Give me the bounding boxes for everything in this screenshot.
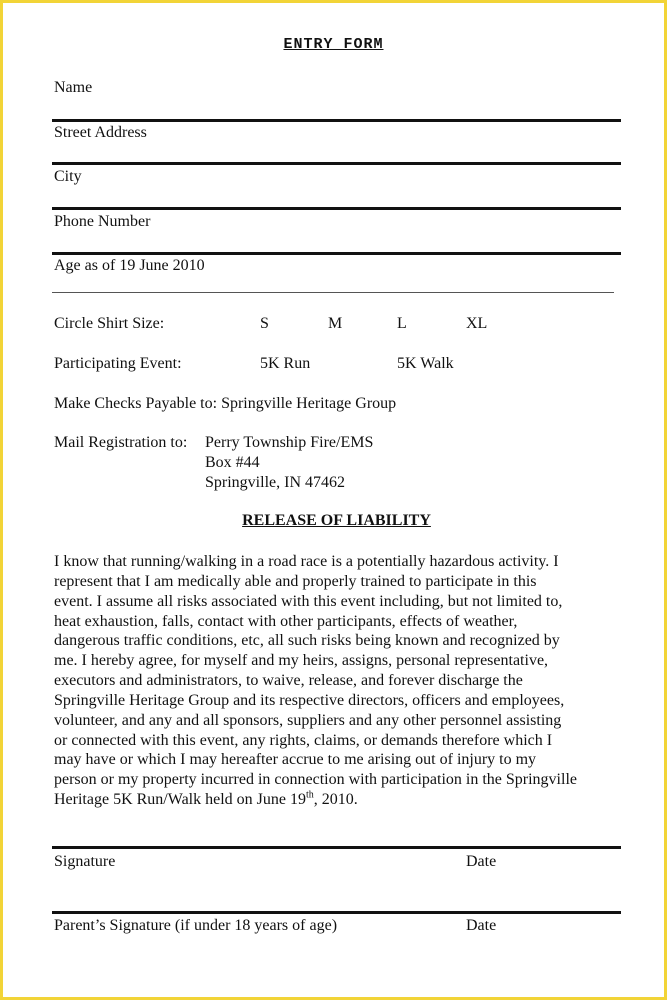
signature-line[interactable] <box>52 846 621 849</box>
mail-registration-label: Mail Registration to: <box>54 434 188 451</box>
parent-signature-label: Parent’s Signature (if under 18 years of age) <box>54 917 338 934</box>
shirt-size-s[interactable]: S <box>260 315 269 332</box>
phone-number-line[interactable] <box>52 252 621 255</box>
phone-number-label: Phone Number <box>54 213 151 230</box>
signature-date-label: Date <box>466 853 497 870</box>
release-last-text: Heritage 5K Run/Walk held on June 19 <box>54 791 306 809</box>
release-line: represent that I am medically able and properly trained to participate in this <box>54 572 537 590</box>
age-line[interactable] <box>52 292 614 293</box>
release-title: RELEASE OF LIABILITY <box>242 512 431 529</box>
name-label: Name <box>54 79 93 96</box>
mail-address-line-1: Perry Township Fire/EMS <box>205 434 374 451</box>
street-address-line[interactable] <box>52 162 621 165</box>
release-line: event. I assume all risks associated with this event including, but not limited to, <box>54 592 563 610</box>
street-address-label: Street Address <box>54 124 147 141</box>
release-line: Springville Heritage Group and its respective directors, officers and employees, <box>54 691 565 709</box>
shirt-size-label: Circle Shirt Size: <box>54 315 165 332</box>
release-last-sup: th <box>306 789 314 801</box>
release-line: executors and administrators, to waive, release, and forever discharge the <box>54 672 523 690</box>
release-line: heat exhaustion, falls, contact with other participants, effects of weather, <box>54 612 518 630</box>
event-5k-run[interactable]: 5K Run <box>260 355 311 372</box>
form-title: ENTRY FORM <box>283 36 384 53</box>
parent-date-label: Date <box>466 917 497 934</box>
release-line: person or my property incurred in connection with participation in the Springville <box>54 771 577 789</box>
name-line[interactable] <box>52 119 621 122</box>
checks-payable-text: Make Checks Payable to: Springville Heritage Group <box>54 395 397 412</box>
signature-label: Signature <box>54 853 116 870</box>
age-label: Age as of 19 June 2010 <box>54 257 205 274</box>
parent-signature-line[interactable] <box>52 911 621 914</box>
event-5k-walk[interactable]: 5K Walk <box>397 355 454 372</box>
release-line: may have or which I may hereafter accrue to me arising out of injury to my <box>54 751 537 769</box>
release-paragraph <box>54 552 624 810</box>
shirt-size-l[interactable]: L <box>397 315 407 332</box>
release-line: or connected with this event, any rights, claims, or demands therefore which I <box>54 731 553 749</box>
release-line: volunteer, and any and all sponsors, suppliers and any other personnel assisting <box>54 711 562 729</box>
release-line: I know that running/walking in a road race is a potentially hazardous activity. I <box>54 553 559 570</box>
shirt-size-m[interactable]: M <box>328 315 343 332</box>
mail-address-line-3: Springville, IN 47462 <box>205 474 345 491</box>
release-line: dangerous traffic conditions, etc, all such risks being known and recognized by <box>54 632 560 650</box>
city-line[interactable] <box>52 207 621 210</box>
city-label: City <box>54 168 82 185</box>
participating-event-label: Participating Event: <box>54 355 182 372</box>
mail-address-line-2: Box #44 <box>205 454 260 471</box>
shirt-size-xl[interactable]: XL <box>466 315 488 332</box>
release-line-last <box>54 790 624 810</box>
release-line: me. I hereby agree, for myself and my heirs, assigns, personal representative, <box>54 652 549 670</box>
release-last-year: , 2010. <box>313 791 358 809</box>
